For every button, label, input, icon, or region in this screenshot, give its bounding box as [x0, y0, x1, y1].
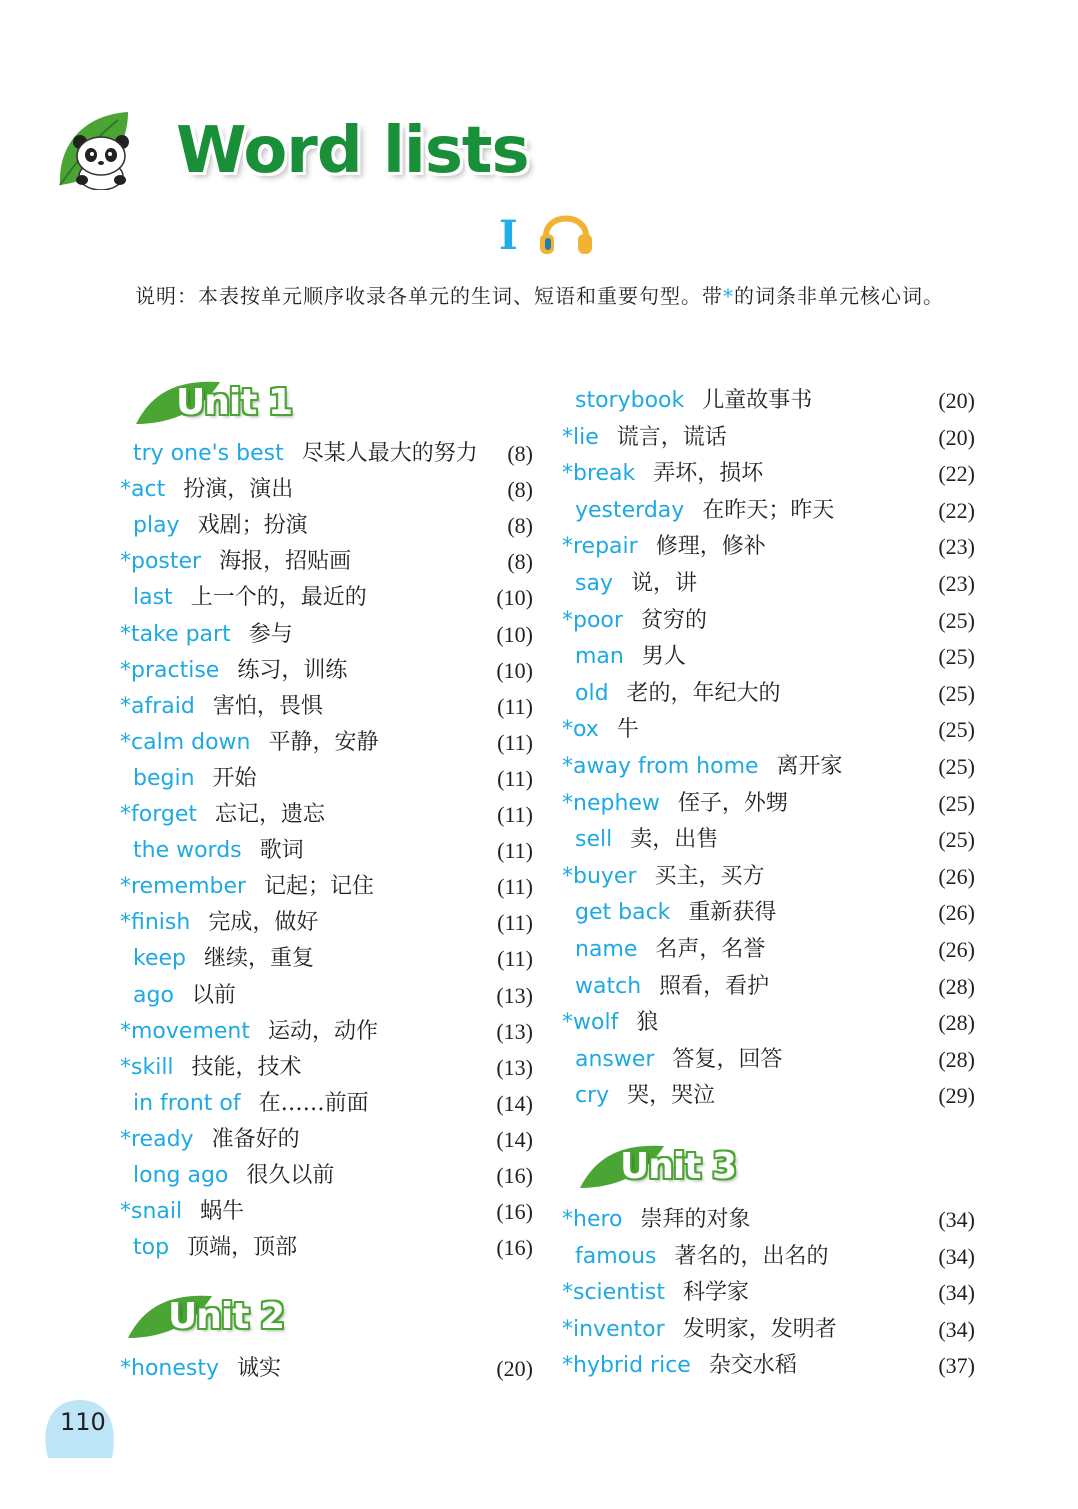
- entry-english: name: [575, 937, 638, 962]
- entry-page: (11): [497, 694, 533, 719]
- entry-chinese: 发明家，发明者: [682, 1317, 837, 1342]
- entry-english: yesterday: [575, 498, 685, 523]
- word-entry: [120, 1230, 533, 1266]
- entry-chinese: 诚实: [237, 1356, 282, 1381]
- entry-chinese: 卖，出售: [630, 827, 719, 852]
- entry-english: *forget: [120, 802, 197, 827]
- word-entry: [120, 617, 533, 653]
- entry-english: *skill: [120, 1055, 174, 1080]
- word-entry: [562, 1348, 975, 1384]
- entry-chinese: 重新获得: [688, 900, 777, 925]
- entry-chinese: 歌词: [259, 838, 304, 863]
- entry-page: (26): [938, 900, 975, 925]
- word-entry: [562, 566, 975, 602]
- entry-chinese: 老的，年纪大的: [626, 681, 781, 706]
- entry-english: *poor: [562, 608, 623, 633]
- headphones-icon: [536, 200, 596, 260]
- entry-chinese: 杂交水稻: [708, 1353, 797, 1378]
- entry-chinese: 扮演，演出: [183, 477, 294, 502]
- entry-page: (22): [938, 461, 975, 486]
- entry-english: in front of: [133, 1091, 241, 1116]
- entry-chinese: 答复，回答: [672, 1047, 783, 1072]
- panda-icon: [68, 132, 134, 190]
- entry-chinese: 弄坏，损坏: [653, 461, 764, 486]
- entry-english: *break: [562, 461, 636, 486]
- entry-page: (34): [938, 1317, 975, 1342]
- word-entry: [562, 822, 975, 858]
- entry-page: (8): [507, 513, 533, 538]
- entry-english: *movement: [120, 1019, 250, 1044]
- entry-english: keep: [133, 946, 186, 971]
- entry-page: (25): [938, 827, 975, 852]
- entry-page: (26): [938, 937, 975, 962]
- entry-page: (14): [496, 1127, 533, 1152]
- entry-chinese: 运动，动作: [267, 1019, 378, 1044]
- unit-2-header: [126, 1292, 326, 1348]
- entry-page: (16): [496, 1199, 533, 1224]
- entry-chinese: 侄子，外甥: [677, 791, 788, 816]
- word-entry: [120, 1351, 533, 1387]
- entry-page: (11): [497, 730, 533, 755]
- entry-english: *lie: [562, 425, 599, 450]
- entry-page: (11): [497, 946, 533, 971]
- entry-chinese: 离开家: [776, 754, 843, 779]
- word-entry: [562, 859, 975, 895]
- word-entry: [562, 456, 975, 492]
- entry-page: (26): [938, 864, 975, 889]
- unit-3-header: [578, 1142, 778, 1198]
- entry-chinese: 贫穷的: [640, 608, 707, 633]
- entry-english: storybook: [575, 388, 685, 413]
- entry-page: (20): [496, 1356, 533, 1381]
- entry-page: (28): [938, 1010, 975, 1035]
- unit-3-label: Unit 3: [620, 1146, 736, 1187]
- entry-english: try one's best: [133, 441, 284, 466]
- word-entry: [562, 493, 975, 529]
- entry-chinese: 科学家: [682, 1280, 749, 1305]
- word-entry: [120, 1050, 533, 1086]
- entry-english: get back: [575, 900, 671, 925]
- entry-english: old: [575, 681, 609, 706]
- entry-page: (20): [938, 388, 975, 413]
- entry-english: man: [575, 644, 624, 669]
- entry-english: say: [575, 571, 613, 596]
- entry-chinese: 以前: [191, 983, 236, 1008]
- entry-page: (10): [496, 585, 533, 610]
- entry-chinese: 儿童故事书: [702, 388, 813, 413]
- note-text: 说明：本表按单元顺序收录各单元的生词、短语和重要句型。带: [135, 284, 723, 308]
- unit-2-label: Unit 2: [168, 1296, 284, 1337]
- word-entry: [120, 905, 533, 941]
- entry-english: *hero: [562, 1207, 623, 1232]
- entry-page: (25): [938, 608, 975, 633]
- entry-english: *poster: [120, 549, 202, 574]
- entry-page: (20): [938, 425, 975, 450]
- word-entry: [562, 1239, 975, 1275]
- entry-english: famous: [575, 1244, 657, 1269]
- word-entry: [562, 786, 975, 822]
- entry-page: (8): [507, 441, 533, 466]
- word-entry: [562, 1202, 975, 1238]
- word-entry: [562, 639, 975, 675]
- entry-english: begin: [133, 766, 195, 791]
- entry-chinese: 害怕，畏惧: [212, 694, 323, 719]
- entry-chinese: 平静，安静: [268, 730, 379, 755]
- entry-english: *take part: [120, 622, 231, 647]
- entry-chinese: 继续，重复: [204, 946, 315, 971]
- entry-english: watch: [575, 974, 642, 999]
- entry-page: (23): [938, 571, 975, 596]
- note-text-end: 的词条非单元核心词。: [734, 284, 944, 308]
- entry-english: *scientist: [562, 1280, 665, 1305]
- entry-chinese: 买主，买方: [654, 864, 765, 889]
- entry-page: (8): [507, 477, 533, 502]
- entry-english: *ready: [120, 1127, 194, 1152]
- word-entry: [562, 1005, 975, 1041]
- entry-chinese: 哭，哭泣: [627, 1083, 716, 1108]
- entry-english: top: [133, 1235, 170, 1260]
- entry-english: answer: [575, 1047, 655, 1072]
- entry-english: *practise: [120, 658, 220, 683]
- entry-chinese: 记起；记住: [264, 874, 375, 899]
- entry-english: ago: [133, 983, 174, 1008]
- entry-english: *repair: [562, 534, 638, 559]
- page-title-block: [58, 110, 529, 195]
- word-entry: [120, 1194, 533, 1230]
- word-entry: [562, 1042, 975, 1078]
- word-entry: [120, 797, 533, 833]
- word-entry: [562, 383, 975, 419]
- word-entry: [562, 529, 975, 565]
- word-entry: [562, 969, 975, 1005]
- entry-chinese: 技能，技术: [191, 1055, 302, 1080]
- entry-page: (34): [938, 1207, 975, 1232]
- entry-chinese: 在昨天；昨天: [702, 498, 835, 523]
- entry-page: (13): [496, 983, 533, 1008]
- entry-english: *wolf: [562, 1010, 619, 1035]
- entry-english: *honesty: [120, 1356, 219, 1381]
- word-entry: [120, 978, 533, 1014]
- entry-english: *calm down: [120, 730, 251, 755]
- entry-page: (28): [938, 974, 975, 999]
- entry-english: last: [133, 585, 173, 610]
- word-entry: [120, 653, 533, 689]
- entry-chinese: 完成，做好: [208, 910, 319, 935]
- entry-page: (37): [938, 1353, 975, 1378]
- entry-english: long ago: [133, 1163, 229, 1188]
- entry-english: *hybrid rice: [562, 1353, 691, 1378]
- entry-chinese: 修理，修补: [655, 534, 766, 559]
- word-entry: [120, 508, 533, 544]
- unit-1-header: [134, 378, 334, 434]
- entry-chinese: 崇拜的对象: [640, 1207, 751, 1232]
- entry-page: (25): [938, 681, 975, 706]
- entry-chinese: 很久以前: [246, 1163, 335, 1188]
- entry-english: *finish: [120, 910, 191, 935]
- unit-1-label: Unit 1: [176, 382, 292, 423]
- entry-page: (25): [938, 754, 975, 779]
- word-entry: [120, 436, 533, 472]
- entry-page: (34): [938, 1280, 975, 1305]
- entry-chinese: 照看，看护: [659, 974, 770, 999]
- entry-chinese: 蜗牛: [200, 1199, 245, 1224]
- word-entry: [120, 725, 533, 761]
- word-entry: [562, 895, 975, 931]
- word-entry: [120, 580, 533, 616]
- page-title: Word lists: [176, 114, 529, 188]
- entry-english: the words: [133, 838, 242, 863]
- entry-chinese: 上一个的，最近的: [190, 585, 367, 610]
- entry-chinese: 牛: [616, 717, 639, 742]
- word-entry: [120, 941, 533, 977]
- entry-page: (25): [938, 644, 975, 669]
- entry-page: (29): [938, 1083, 975, 1108]
- entry-chinese: 戏剧；扮演: [197, 513, 308, 538]
- entry-english: *remember: [120, 874, 247, 899]
- entry-chinese: 顶端，顶部: [187, 1235, 298, 1260]
- entry-page: (16): [496, 1235, 533, 1260]
- entry-page: (11): [497, 838, 533, 863]
- word-entry: [120, 1158, 533, 1194]
- entry-page: (25): [938, 717, 975, 742]
- entry-chinese: 说，讲: [630, 571, 697, 596]
- entry-english: play: [133, 513, 180, 538]
- word-entry: [562, 712, 975, 748]
- entry-english: *buyer: [562, 864, 637, 889]
- word-entry: [562, 932, 975, 968]
- word-entry: [120, 1086, 533, 1122]
- entry-page: (11): [497, 802, 533, 827]
- entry-english: *act: [120, 477, 166, 502]
- entry-chinese: 准备好的: [211, 1127, 300, 1152]
- entry-english: sell: [575, 827, 613, 852]
- entry-page: (28): [938, 1047, 975, 1072]
- entry-page: (13): [496, 1055, 533, 1080]
- entry-page: (11): [497, 766, 533, 791]
- entry-page: (10): [496, 658, 533, 683]
- section-numeral: I: [499, 212, 518, 259]
- entry-chinese: 名声，名誉: [655, 937, 766, 962]
- word-entry: [562, 603, 975, 639]
- entry-english: *away from home: [562, 754, 759, 779]
- entry-english: *snail: [120, 1199, 183, 1224]
- entry-page: (10): [496, 622, 533, 647]
- entry-chinese: 男人: [641, 644, 686, 669]
- word-entry: [562, 1275, 975, 1311]
- entry-chinese: 忘记，遗忘: [215, 802, 326, 827]
- word-entry: [120, 544, 533, 580]
- page-number: 110: [60, 1408, 106, 1436]
- word-entry: [120, 689, 533, 725]
- entry-chinese: 狼: [636, 1010, 659, 1035]
- word-entry: [120, 833, 533, 869]
- entry-page: (14): [496, 1091, 533, 1116]
- entry-chinese: 练习，训练: [237, 658, 348, 683]
- instructions-note: [135, 278, 985, 314]
- word-entry: [120, 1122, 533, 1158]
- word-entry: [562, 676, 975, 712]
- entry-chinese: 尽某人最大的努力: [301, 441, 478, 466]
- entry-page: (22): [938, 498, 975, 523]
- entry-page: (16): [496, 1163, 533, 1188]
- word-entry: [120, 1014, 533, 1050]
- entry-chinese: 谎言，谎话: [616, 425, 727, 450]
- entry-page: (11): [497, 874, 533, 899]
- entry-chinese: 著名的，出名的: [674, 1244, 829, 1269]
- entry-english: cry: [575, 1083, 610, 1108]
- word-entry: [120, 869, 533, 905]
- word-entry: [120, 761, 533, 797]
- entry-page: (8): [507, 549, 533, 574]
- entry-page: (34): [938, 1244, 975, 1269]
- entry-english: *afraid: [120, 694, 195, 719]
- entry-page: (25): [938, 791, 975, 816]
- entry-page: (23): [938, 534, 975, 559]
- entry-page: (11): [497, 910, 533, 935]
- entry-page: (13): [496, 1019, 533, 1044]
- star-symbol: *: [723, 284, 734, 308]
- entry-english: *nephew: [562, 791, 660, 816]
- word-entry: [562, 1312, 975, 1348]
- word-entry: [562, 1078, 975, 1114]
- entry-chinese: 开始: [212, 766, 257, 791]
- word-entry: [562, 420, 975, 456]
- word-entry: [562, 749, 975, 785]
- word-entry: [120, 472, 533, 508]
- entry-english: *ox: [562, 717, 599, 742]
- entry-chinese: 海报，招贴画: [219, 549, 352, 574]
- entry-chinese: 参与: [248, 622, 293, 647]
- entry-english: *inventor: [562, 1317, 665, 1342]
- entry-chinese: 在……前面: [258, 1091, 369, 1116]
